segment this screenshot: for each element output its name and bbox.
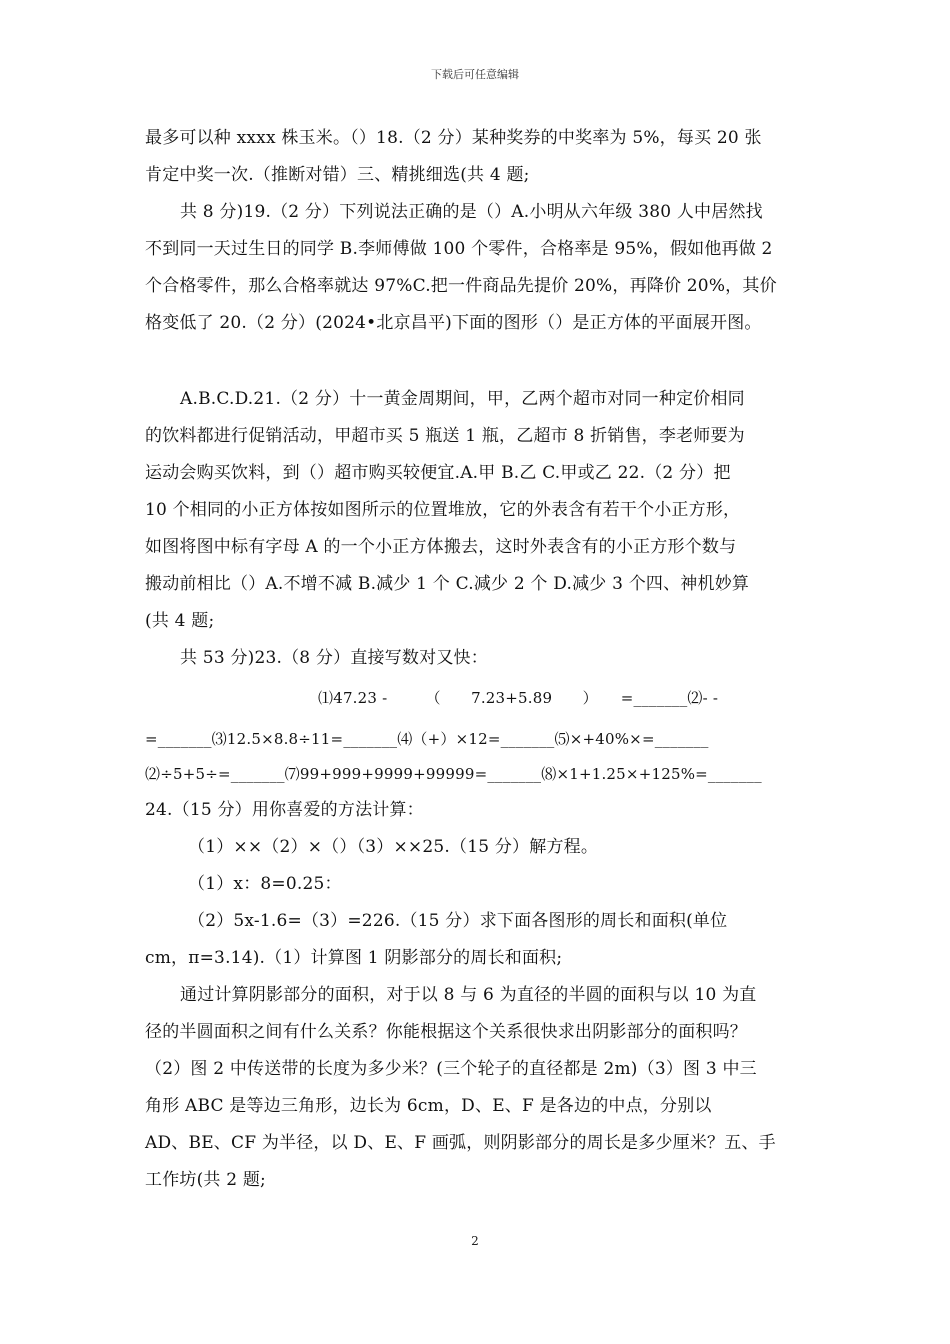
text-line: (共 4 题; [145,611,215,631]
text-line: 肯定中奖一次.（推断对错）三、精挑细选(共 4 题; [145,165,530,185]
text-line: A.B.C.D.21.（2 分）十一黄金周期间，甲，乙两个超市对同一种定价相同 [180,389,745,409]
text-line: （1）××（2）×（）（3）××25.（15 分）解方程。 [188,837,599,857]
text-line: 不到同一天过生日的同学 B.李师傅做 100 个零件，合格率是 95%，假如他再做 2 [145,239,773,259]
page-header: 下载后可任意编辑 [431,68,519,81]
math-line: ⑴47.23 - （ 7.23+5.89 ） =_______⑵- - [318,689,719,707]
text-line: 工作坊(共 2 题; [145,1170,266,1190]
text-line: （2）5x-1.6=（3）=226.（15 分）求下面各图形的周长和面积(单位 [188,911,728,931]
text-line: 格变低了 20.（2 分）(2024•北京昌平)下面的图形（）是正方体的平面展开图。 [145,313,762,333]
math-line: =_______⑶12.5×8.8÷11=_______⑷（+）×12=_______⑸×+40%×=_______ [145,730,709,748]
text-line: 的饮料都进行促销活动，甲超市买 5 瓶送 1 瓶，乙超市 8 折销售，李老师要为 [145,426,745,446]
text-line: 径的半圆面积之间有什么关系？你能根据这个关系很快求出阴影部分的面积吗？ [145,1022,747,1042]
text-line: cm，π=3.14).（1）计算图 1 阴影部分的周长和面积; [145,948,563,968]
text-line: 通过计算阴影部分的面积，对于以 8 与 6 为直径的半圆的面积与以 10 为直 [180,985,757,1005]
text-line: AD、BE、CF 为半径，以 D、E、F 画弧，则阴影部分的周长是多少厘米？五、手 [145,1133,776,1153]
text-line: 共 8 分)19.（2 分）下列说法正确的是（）A.小明从六年级 380 人中居然找 [180,202,763,222]
text-line: 运动会购买饮料，到（）超市购买较便宜.A.甲 B.乙 C.甲或乙 22.（2 分）把 [145,463,731,483]
text-line: 个合格零件，那么合格率就达 97%C.把一件商品先提价 20%，再降价 20%，其价 [145,276,777,296]
text-line: 如图将图中标有字母 A 的一个小正方体搬去，这时外表含有的小正方形个数与 [145,537,737,557]
text-line: 角形 ABC 是等边三角形，边长为 6cm，D、E、F 是各边的中点，分别以 [145,1096,712,1116]
page-number: 2 [471,1234,479,1248]
text-line: 10 个相同的小正方体按如图所示的位置堆放，它的外表含有若干个小正方形， [145,500,741,520]
text-line: 最多可以种 xxxx 株玉米。（）18.（2 分）某种奖券的中奖率为 5%，每买 20 张 [145,128,762,148]
text-line: （2）图 2 中传送带的长度为多少米？(三个轮子的直径都是 2m)（3）图 3 中三 [145,1059,757,1079]
math-line: ⑵÷5+5÷=_______⑺99+999+9999+99999=_______⑻×1+1.25×+125%=_______ [145,765,762,783]
text-line: （1）x：8=0.25： [188,874,342,894]
text-line: 搬动前相比（）A.不增不减 B.减少 1 个 C.减少 2 个 D.减少 3 个四、神机妙算 [145,574,750,594]
text-line: 共 53 分)23.（8 分）直接写数对又快： [180,648,488,668]
text-line: 24.（15 分）用你喜爱的方法计算： [145,800,424,820]
